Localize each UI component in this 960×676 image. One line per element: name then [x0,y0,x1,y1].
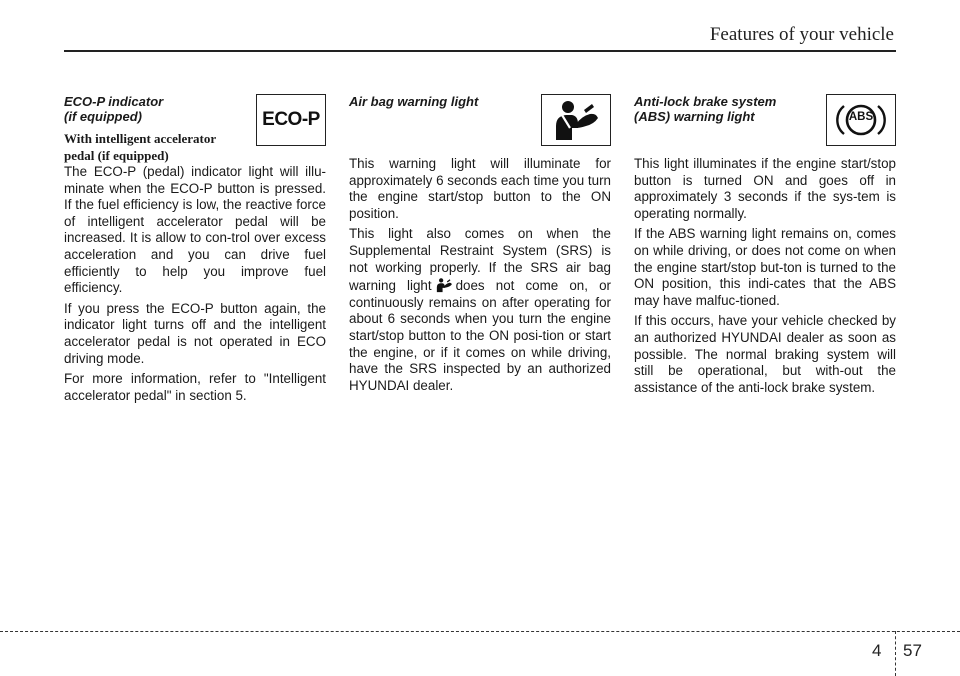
paragraph: If this occurs, have your vehicle checked by an authorized HYUNDAI dealer as soon as possible. The normal braking system will still be operational, but with-out the assistance of the anti-lock brake system. [634,313,896,395]
section-eco-p [64,94,326,408]
section-head [64,94,326,164]
section-title: Anti-lock brake system (ABS) warning light [634,94,777,124]
abs-icon-label: ABS [848,111,874,123]
section-title: ECO-P indicator (if equipped) [64,94,164,124]
chapter-number: 4 [872,641,882,660]
page-number: 57 [903,641,922,660]
air-bag-inline-icon [434,276,454,294]
section-title: Air bag warning light [349,94,479,109]
paragraph: This warning light will illuminate for approximately 6 seconds each time you turn the engine start/stop button to the ON position. [349,156,612,221]
paragraph: For more information, refer to "Intelligent accelerator pedal" in section 5. [64,371,326,403]
header-title: Features of your vehicle [709,24,894,45]
paragraph: If you press the ECO-P button again, the indicator light turns off and the intelligent accelerator pedal is not operated in ECO driving mode. [64,300,326,366]
footer-divider [895,631,896,676]
air-bag-warning-icon [541,94,611,146]
footer-rule [0,631,960,632]
paragraph: This light also comes on when the Supplemental Restraint System (SRS) is not working properly. If the SRS air bag warning light does not come on, or continuously remains on after operating for about 6 seconds when you turn the engine start/stop button to the ON posi-tion or start the engine, or if it comes on while driving, have the SRS inspected by an authorized HYUNDAI dealer. [349,226,611,393]
header-rule [64,50,896,52]
eco-p-indicator-icon [256,94,326,146]
eco-p-icon-label: ECO-P [262,109,320,130]
paragraph: If the ABS warning light remains on, comes on while driving, or does not come on when the engine start/stop but-ton is turned to the ON position, this indi-cates that the ABS may have malfuc-tioned. [634,226,896,308]
abs-warning-icon [826,94,896,146]
section-abs [634,94,896,400]
section-subtitle: With intelligent accelerator pedal (if equipped) [64,131,217,163]
section-head [634,94,896,148]
section-head [349,94,611,148]
paragraph: This light illuminates if the engine start/stop button is turned ON and goes off in approximately 3 seconds if the sys-tem is operating normally. [634,156,896,221]
air-bag-warning-icon-graphic [548,98,604,142]
section-air-bag [349,94,611,398]
paragraph: The ECO-P (pedal) indicator light will illu-minate when the ECO-P button is pressed. If the fuel efficiency is low, the reactive force of intelligent accelerator pedal will be increased. It is allow to con-trol over excess acceleration and you can drive fuel efficiently to help you improve fuel efficiency. [64,164,326,296]
